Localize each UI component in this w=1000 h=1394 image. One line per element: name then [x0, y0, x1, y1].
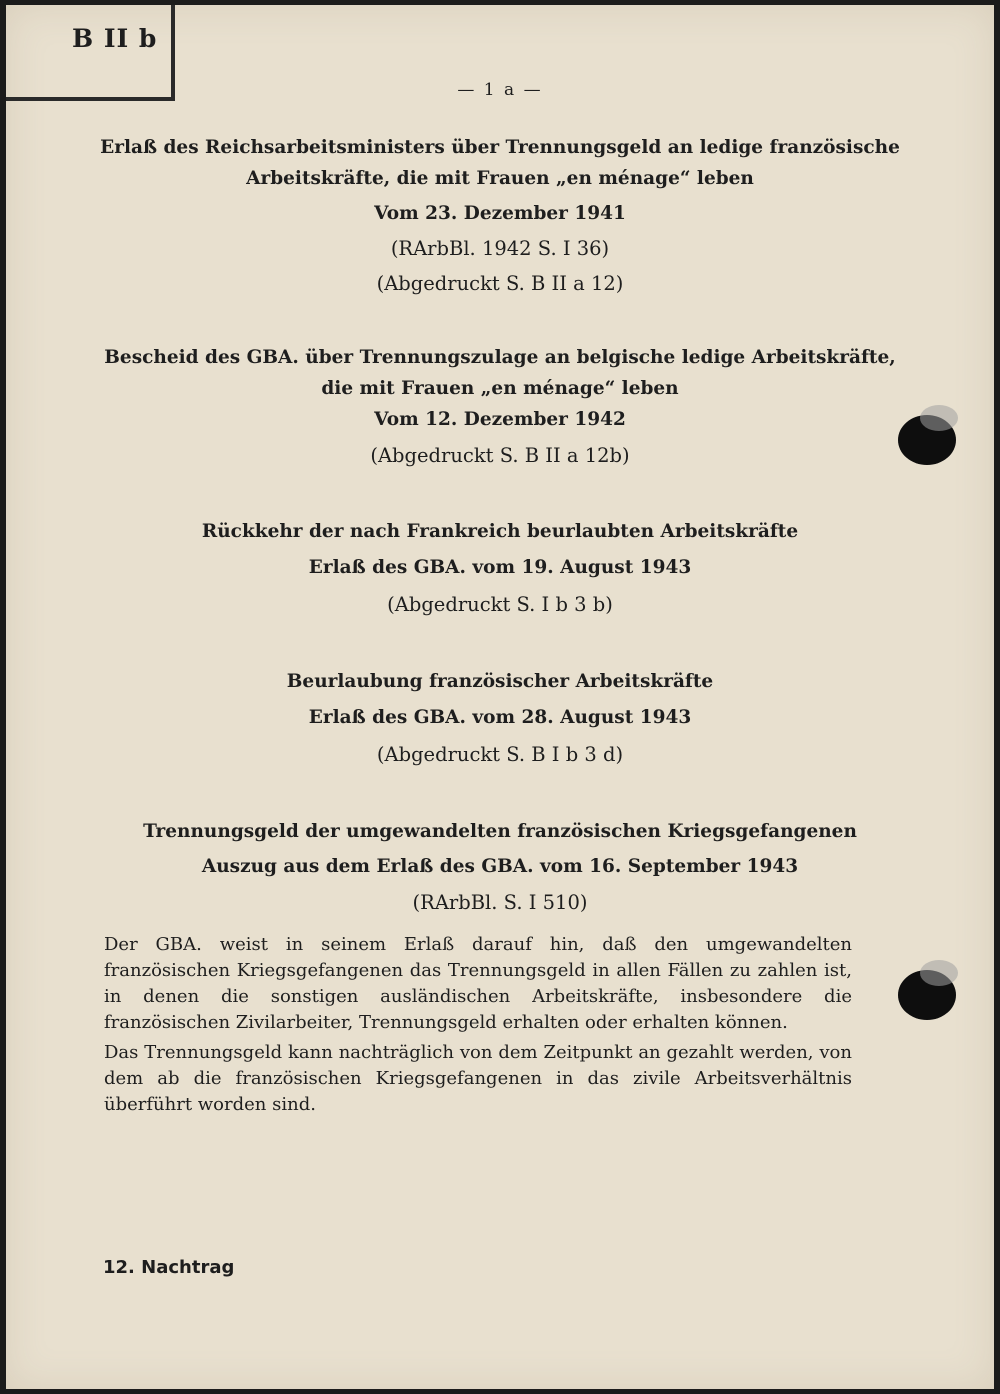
entry-reference: (Abgedruckt S. B I b 3 d) — [376, 743, 624, 766]
entry-title-line: Arbeitskräfte, die mit Frauen „en ménage“ leben — [246, 168, 754, 189]
entry-date: Vom 23. Dezember 1941 — [374, 203, 626, 224]
section-label: B II b — [72, 24, 158, 53]
entry-5 — [6, 814, 994, 922]
entry-reference: (RArbBl. S. I 510) — [412, 891, 588, 914]
entry-reference: (Abgedruckt S. B II a 12) — [376, 272, 624, 295]
entry-title-line: die mit Frauen „en ménage“ leben — [321, 378, 679, 399]
entry-reference: (RArbBl. 1942 S. I 36) — [390, 237, 610, 260]
entry-title-line: Beurlaubung französischer Arbeitskräfte — [286, 671, 714, 692]
entry-title-line: Trennungsgeld der umgewandelten französischen Kriegsgefangenen — [143, 821, 857, 842]
punch-hole — [898, 970, 956, 1020]
entry-reference: (Abgedruckt S. I b 3 b) — [387, 593, 613, 616]
entry-title-line: Bescheid des GBA. über Trennungszulage an belgische ledige Arbeitskräfte, — [104, 347, 896, 368]
supplement-label: 12. Nachtrag — [103, 1257, 235, 1278]
entry-2 — [6, 342, 994, 476]
entry-1 — [6, 132, 994, 302]
entry-date: Erlaß des GBA. vom 28. August 1943 — [308, 707, 692, 728]
body-text — [104, 932, 852, 1118]
body-paragraph: Das Trennungsgeld kann nachträglich von dem Zeitpunkt an gezahlt werden, von dem ab die französischen Kriegsgefangenen in das zivile Arbeitsverhältnis überführt worden sind. — [104, 1042, 852, 1115]
body-paragraph: Der GBA. weist in seinem Erlaß darauf hin, daß den umgewandelten französischen Kriegsgefangenen das Trennungsgeld in allen Fällen zu zahlen ist, in denen die sonstigen ausländischen Arbeitskräfte, insbesondere die französischen Zivilarbeiter, Trennungsgeld erhalten oder erhalten können. — [104, 934, 852, 1033]
entry-title-line: Rückkehr der nach Frankreich beurlaubten Arbeitskräfte — [201, 521, 799, 542]
page-number: — 1 a — — [457, 80, 543, 100]
punch-hole — [898, 415, 956, 465]
entry-3 — [6, 514, 994, 624]
entry-title-line: Erlaß des Reichsarbeitsministers über Trennungsgeld an ledige französische — [100, 137, 900, 158]
entry-title-line: Auszug aus dem Erlaß des GBA. vom 16. September 1943 — [201, 856, 799, 877]
entry-date: Erlaß des GBA. vom 19. August 1943 — [308, 557, 692, 578]
document-page — [6, 5, 994, 1389]
entry-4 — [6, 664, 994, 774]
entry-reference: (Abgedruckt S. B II a 12b) — [370, 444, 630, 467]
entry-date: Vom 12. Dezember 1942 — [374, 409, 626, 430]
